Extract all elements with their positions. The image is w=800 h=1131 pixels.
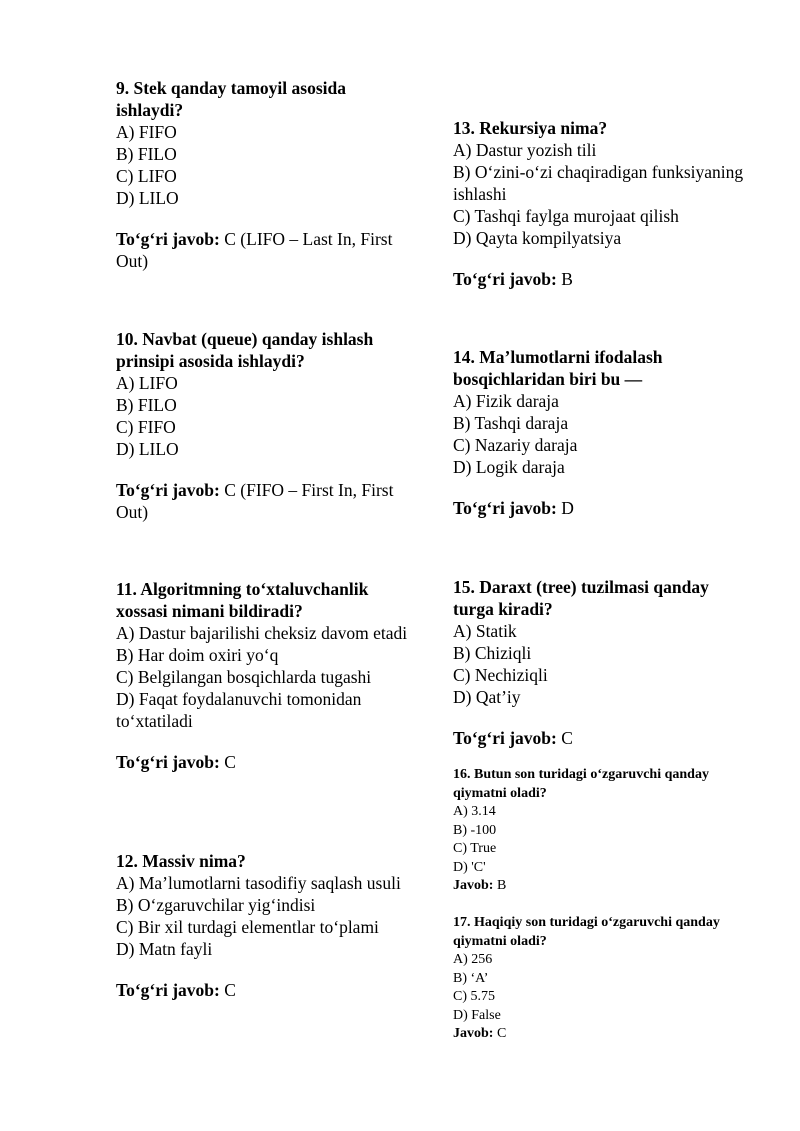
- answer-value: C (FIFO – First In, First Out): [116, 480, 394, 522]
- question-12: [116, 850, 416, 1001]
- answer-label: To‘g‘ri javob:: [116, 480, 220, 500]
- option-b: B) FILO: [116, 395, 177, 415]
- answer: [453, 497, 753, 519]
- option-c: C) LIFO: [116, 166, 177, 186]
- question-title: 11. Algoritmning to‘xtaluvchanlik xossasi nimani bildiradi?: [116, 579, 369, 621]
- answer: [453, 727, 753, 749]
- answer-label: To‘g‘ri javob:: [116, 752, 220, 772]
- question-title: 17. Haqiqiy son turidagi o‘zgaruvchi qanday qiymatni oladi?: [453, 915, 720, 949]
- option-b: B) Chiziqli: [453, 643, 532, 663]
- answer-label: To‘g‘ri javob:: [453, 728, 557, 748]
- option-c: C) True: [453, 841, 497, 856]
- question-9: [116, 77, 416, 272]
- option-c: C) Tashqi faylga murojaat qilish: [453, 206, 679, 226]
- option-c: C) Bir xil turdagi elementlar to‘plami: [116, 917, 379, 937]
- option-b: B) Tashqi daraja: [453, 413, 569, 433]
- option-a: A) FIFO: [116, 122, 177, 142]
- answer: [116, 979, 416, 1001]
- question-title: 14. Ma’lumotlarni ifodalash bosqichlaridan biri bu —: [453, 347, 663, 389]
- option-c: C) FIFO: [116, 417, 176, 437]
- option-b: B) Har doim oxiri yo‘q: [116, 645, 279, 665]
- option-d: D) Qayta kompilyatsiya: [453, 228, 622, 248]
- answer: [453, 268, 753, 290]
- option-a: A) Statik: [453, 621, 517, 641]
- option-a: A) Fizik daraja: [453, 391, 559, 411]
- answer-value: C: [556, 728, 573, 748]
- option-a: A) 3.14: [453, 804, 496, 819]
- option-d: D) LILO: [116, 439, 179, 459]
- option-d: D) Logik daraja: [453, 457, 565, 477]
- option-d: D) Faqat foydalanuvchi tomonidan to‘xtatiladi: [116, 689, 362, 731]
- question-title: 16. Butun son turidagi o‘zgaruvchi qanday qiymatni oladi?: [453, 767, 709, 801]
- answer-value: C: [493, 1026, 507, 1041]
- answer: [453, 1025, 753, 1044]
- option-b: B) FILO: [116, 144, 177, 164]
- question-17: [453, 913, 753, 1044]
- question-16: [453, 765, 753, 896]
- option-c: C) 5.75: [453, 989, 495, 1004]
- option-d: D) Qat’iy: [453, 687, 521, 707]
- question-13: [453, 117, 753, 290]
- answer-value: C: [219, 980, 236, 1000]
- option-c: C) Nazariy daraja: [453, 435, 578, 455]
- question-title: 13. Rekursiya nima?: [453, 118, 608, 138]
- option-c: C) Belgilangan bosqichlarda tugashi: [116, 667, 372, 687]
- question-11: [116, 578, 416, 773]
- answer: [116, 751, 416, 773]
- option-b: B) ‘A’: [453, 970, 489, 986]
- option-d: D) LILO: [116, 188, 179, 208]
- question-14: [453, 346, 753, 519]
- answer-value: C (LIFO – Last In, First Out): [116, 229, 393, 271]
- answer-label: Javob:: [453, 878, 494, 893]
- answer-value: B: [493, 878, 507, 893]
- question-10: [116, 328, 416, 523]
- question-title: 10. Navbat (queue) qanday ishlash prinsipi asosida ishlaydi?: [116, 329, 374, 371]
- answer: [116, 479, 416, 523]
- option-c: C) Nechiziqli: [453, 665, 548, 685]
- option-b: B) O‘zini-o‘zi chaqiradigan funksiyaning ishlashi: [453, 162, 744, 204]
- option-a: A) Dastur yozish tili: [453, 140, 597, 160]
- option-a: A) Ma’lumotlarni tasodifiy saqlash usuli: [116, 873, 401, 893]
- answer-label: To‘g‘ri javob:: [116, 229, 220, 249]
- question-title: 15. Daraxt (tree) tuzilmasi qanday turga kiradi?: [453, 577, 709, 619]
- answer-label: To‘g‘ri javob:: [453, 269, 557, 289]
- option-a: A) Dastur bajarilishi cheksiz davom etadi: [116, 623, 408, 643]
- answer-value: C: [219, 752, 236, 772]
- answer-label: To‘g‘ri javob:: [116, 980, 220, 1000]
- answer-value: B: [556, 269, 573, 289]
- question-title: 12. Massiv nima?: [116, 851, 246, 871]
- option-d: D) 'C': [453, 859, 486, 875]
- question-title: 9. Stek qanday tamoyil asosida ishlaydi?: [116, 78, 346, 120]
- option-b: B) O‘zgaruvchilar yig‘indisi: [116, 895, 316, 915]
- option-d: D) False: [453, 1007, 501, 1023]
- answer-label: Javob:: [453, 1026, 494, 1041]
- option-b: B) -100: [453, 822, 497, 838]
- answer-value: D: [556, 498, 574, 518]
- answer: [453, 877, 753, 896]
- option-a: A) LIFO: [116, 373, 178, 393]
- answer-label: To‘g‘ri javob:: [453, 498, 557, 518]
- question-15: [453, 576, 753, 749]
- option-d: D) Matn fayli: [116, 939, 213, 959]
- answer: [116, 228, 416, 272]
- option-a: A) 256: [453, 952, 493, 967]
